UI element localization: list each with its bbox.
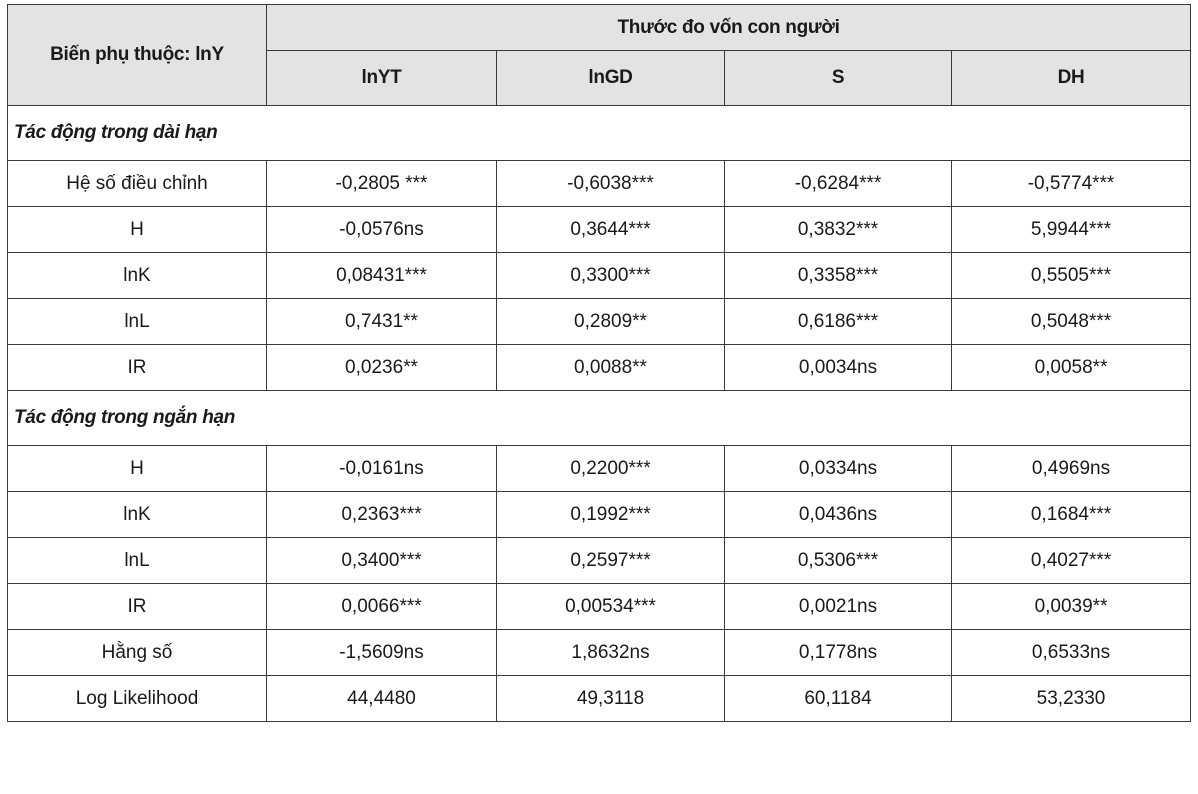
- header-row-1: [8, 5, 1191, 51]
- table-row: [8, 299, 1191, 345]
- dependent-variable-header: Biến phụ thuộc: lnY: [8, 5, 267, 106]
- row-label: lnL: [8, 538, 267, 584]
- table-cell: 0,08431***: [267, 253, 497, 299]
- table-cell: 0,1684***: [952, 492, 1191, 538]
- table-cell: 60,1184: [725, 676, 952, 722]
- table-cell: 49,3118: [497, 676, 725, 722]
- table-cell: 0,0436ns: [725, 492, 952, 538]
- table-cell: 53,2330: [952, 676, 1191, 722]
- table-cell: 0,4027***: [952, 538, 1191, 584]
- table-cell: 0,3644***: [497, 207, 725, 253]
- table-row: [8, 676, 1191, 722]
- table-cell: -0,0161ns: [267, 446, 497, 492]
- row-label: lnL: [8, 299, 267, 345]
- row-label: lnK: [8, 492, 267, 538]
- table-row: [8, 584, 1191, 630]
- table-cell: 0,0034ns: [725, 345, 952, 391]
- table-cell: 0,3400***: [267, 538, 497, 584]
- row-label: Log Likelihood: [8, 676, 267, 722]
- table-cell: 0,0088**: [497, 345, 725, 391]
- row-label: IR: [8, 345, 267, 391]
- table-cell: -0,5774***: [952, 161, 1191, 207]
- table-cell: 0,4969ns: [952, 446, 1191, 492]
- row-label: lnK: [8, 253, 267, 299]
- table-row: [8, 161, 1191, 207]
- table-cell: 0,2200***: [497, 446, 725, 492]
- section-title-long-run: Tác động trong dài hạn: [8, 106, 1191, 161]
- row-label: IR: [8, 584, 267, 630]
- table-cell: 0,3300***: [497, 253, 725, 299]
- table-cell: 0,3832***: [725, 207, 952, 253]
- table-cell: 0,00534***: [497, 584, 725, 630]
- row-label: H: [8, 446, 267, 492]
- table-cell: 44,4480: [267, 676, 497, 722]
- row-label: Hệ số điều chỉnh: [8, 161, 267, 207]
- table-cell: 0,2809**: [497, 299, 725, 345]
- table-cell: 0,1778ns: [725, 630, 952, 676]
- table-cell: 0,0058**: [952, 345, 1191, 391]
- table-row: [8, 630, 1191, 676]
- row-label: Hằng số: [8, 630, 267, 676]
- table-cell: 0,5048***: [952, 299, 1191, 345]
- table-cell: 0,2363***: [267, 492, 497, 538]
- table-cell: 5,9944***: [952, 207, 1191, 253]
- table-cell: 0,0039**: [952, 584, 1191, 630]
- table-cell: 0,2597***: [497, 538, 725, 584]
- column-header-lngd: lnGD: [497, 51, 725, 106]
- section-title-short-run: Tác động trong ngắn hạn: [8, 391, 1191, 446]
- table-cell: 0,0021ns: [725, 584, 952, 630]
- table-cell: -0,6284***: [725, 161, 952, 207]
- table-row: [8, 345, 1191, 391]
- table-cell: 0,1992***: [497, 492, 725, 538]
- table-cell: 0,5306***: [725, 538, 952, 584]
- table-cell: 0,6533ns: [952, 630, 1191, 676]
- table-cell: 0,5505***: [952, 253, 1191, 299]
- table-cell: -0,0576ns: [267, 207, 497, 253]
- table-row: [8, 446, 1191, 492]
- table-cell: 0,6186***: [725, 299, 952, 345]
- table-cell: 0,0236**: [267, 345, 497, 391]
- table-cell: 0,7431**: [267, 299, 497, 345]
- group-header: Thước đo vốn con người: [267, 5, 1191, 51]
- table-cell: 0,3358***: [725, 253, 952, 299]
- section-header-row: [8, 391, 1191, 446]
- table-row: [8, 253, 1191, 299]
- table-cell: 1,8632ns: [497, 630, 725, 676]
- table-cell: -1,5609ns: [267, 630, 497, 676]
- table-cell: 0,0334ns: [725, 446, 952, 492]
- table-cell: -0,6038***: [497, 161, 725, 207]
- row-label: H: [8, 207, 267, 253]
- regression-results-table: [7, 4, 1191, 722]
- column-header-s: S: [725, 51, 952, 106]
- table-cell: -0,2805 ***: [267, 161, 497, 207]
- table-row: [8, 207, 1191, 253]
- table-row: [8, 538, 1191, 584]
- table-cell: 0,0066***: [267, 584, 497, 630]
- column-header-lnyt: lnYT: [267, 51, 497, 106]
- column-header-dh: DH: [952, 51, 1191, 106]
- table-row: [8, 492, 1191, 538]
- section-header-row: [8, 106, 1191, 161]
